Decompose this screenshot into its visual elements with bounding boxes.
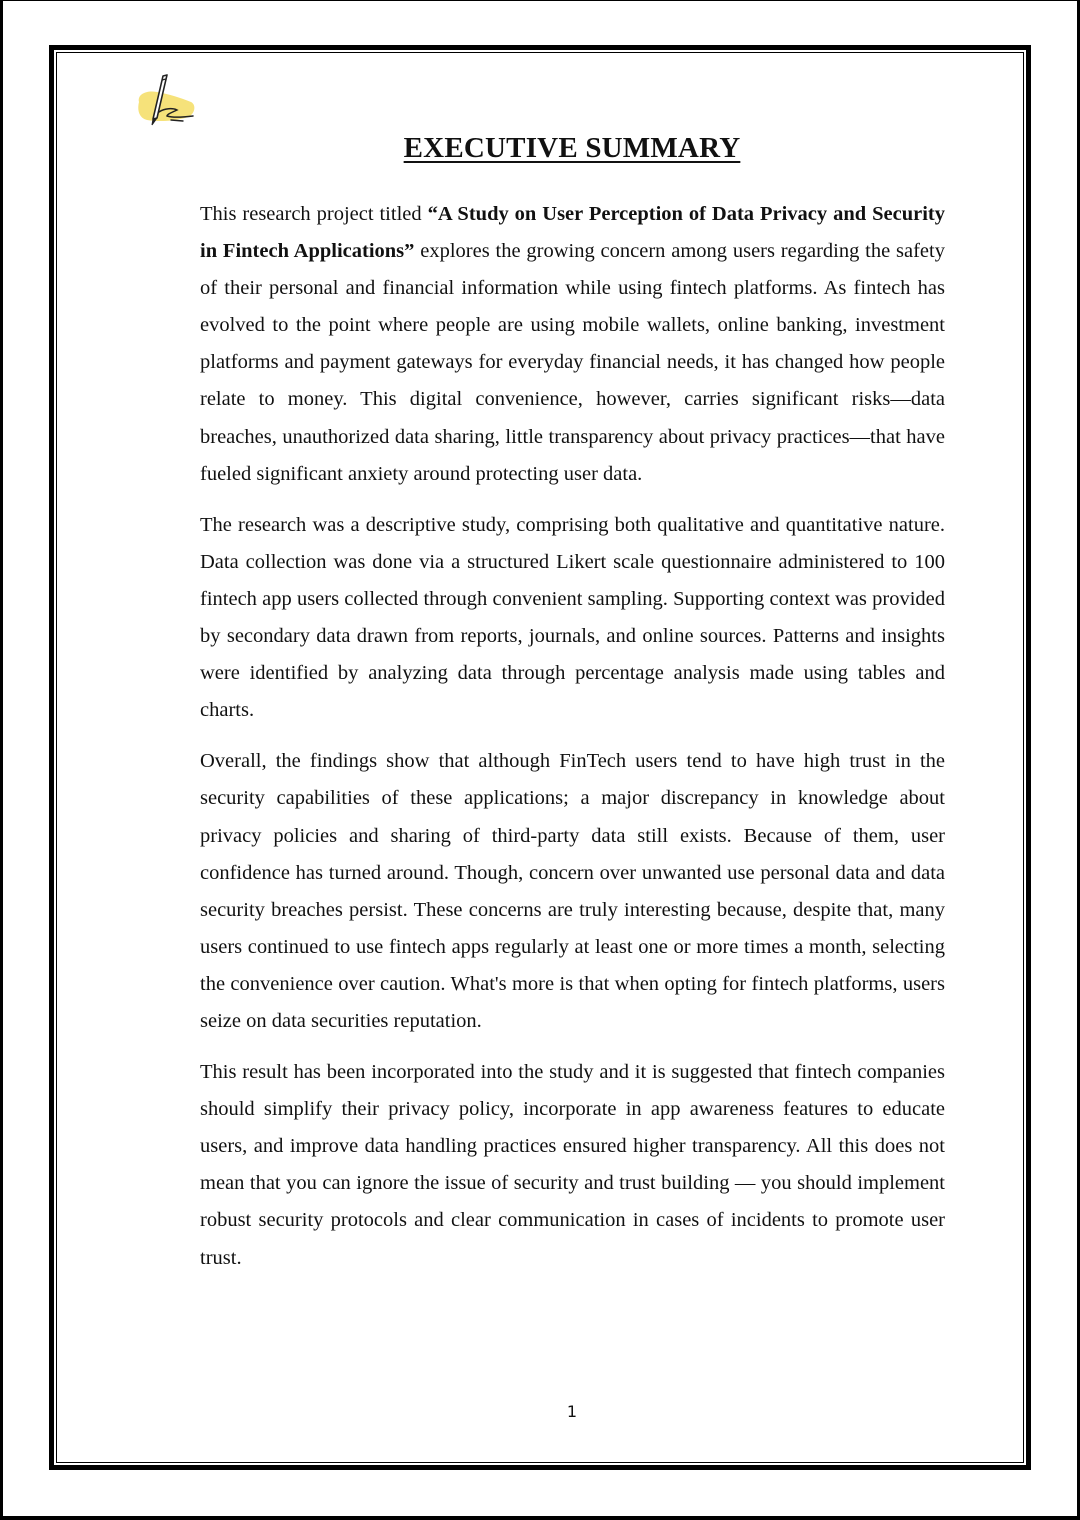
page-title: EXECUTIVE SUMMARY — [403, 132, 741, 164]
paragraph-methodology: The research was a descriptive study, comprising both qualitative and quantitative nature. Data collection was done via a structured Likert scale questionnaire administered to 100 fintech app users collected through convenient sampling. Supporting context was provided by secondary data drawn from reports, journals, and online sources. Patterns and insights were identified by analyzing data through percentage analysis made using tables and charts. — [200, 513, 945, 722]
pen-writing-icon — [133, 72, 203, 132]
summary-body — [200, 196, 945, 1291]
intro-text-end: explores the growing concern among users regarding the safety of their personal and financial information while using fintech platforms. As fintech has evolved to the point where people are using mobile wallets, online banking, investment platforms and payment gateways for everyday financial needs, it has changed how people relate to money. This digital convenience, however, carries significant risks—data breaches, unauthorized data sharing, little transparency about privacy practices—that have fueled significant anxiety around protecting user data. — [200, 240, 945, 485]
paragraph-intro — [200, 196, 945, 493]
study-title: “A Study on User Perception of Data Privacy and Security in Fintech Applications” — [200, 203, 945, 263]
paragraph-recommendations: This result has been incorporated into the study and it is suggested that fintech companies should simplify their privacy policy, incorporate in app awareness features to educate users, and improve data handling practices ensured higher transparency. All this does not mean that you can ignore the issue of security and trust building — you should implement robust security protocols and clear communication in cases of incidents to promote user trust. — [200, 1061, 945, 1269]
page-number: 1 — [566, 1402, 578, 1421]
intro-text-start: This research project titled — [200, 203, 428, 225]
paragraph-findings: Overall, the findings show that although FinTech users tend to have high trust in the security capabilities of these applications; a major discrepancy in knowledge about privacy policies and sharing of third-party data still exists. Because of them, user confidence has turned around. Though, concern over unwanted use personal data and data security breaches persist. These concerns are truly interesting because, despite that, many users continued to use fintech apps regularly at least one or more times a month, selecting the convenience over caution. What's more is that when opting for fintech platforms, users seize on data securities reputation. — [200, 750, 945, 1032]
